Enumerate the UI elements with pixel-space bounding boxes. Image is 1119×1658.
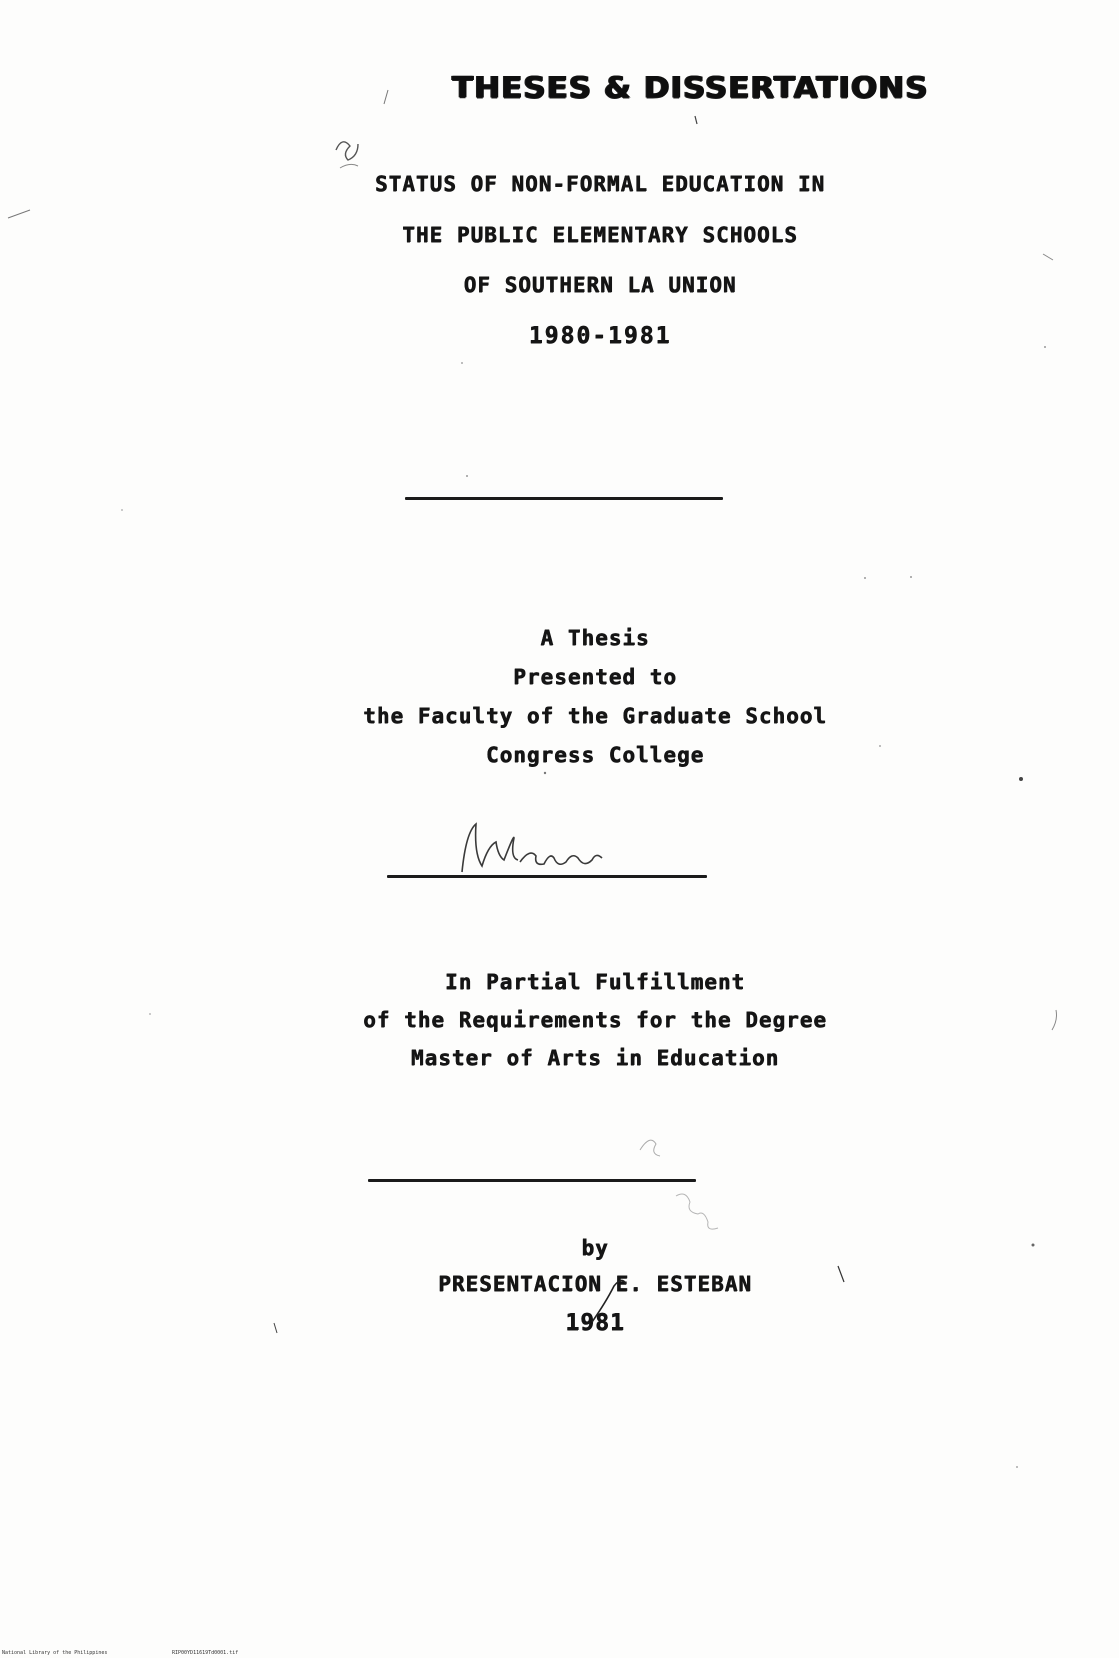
presentation-line-1: A Thesis: [540, 626, 650, 650]
author-year: 1981: [565, 1310, 625, 1336]
scan-credit-left: National Library of the Philippines: [2, 1650, 108, 1656]
thesis-title-line-1: STATUS OF NON-FORMAL EDUCATION IN: [374, 172, 826, 196]
corner-scribble-icon: [336, 142, 358, 160]
presentation-line-4: Congress College: [485, 743, 705, 767]
thesis-years: 1980-1981: [528, 323, 672, 349]
fulfillment-line-3: Master of Arts in Education: [410, 1046, 780, 1070]
author-by: by: [581, 1236, 609, 1260]
fulfillment-line-2: of the Requirements for the Degree: [363, 1008, 827, 1032]
pen-stroke-icon: [592, 1280, 626, 1322]
thesis-title-line-2: THE PUBLIC ELEMENTARY SCHOOLS: [402, 223, 798, 247]
signature-scrawl-icon: [462, 824, 602, 872]
fulfillment-line-1: In Partial Fulfillment: [444, 970, 746, 994]
library-stamp: THESES & DISSERTATIONS: [452, 70, 929, 106]
author-name: PRESENTACION E. ESTEBAN: [438, 1272, 752, 1296]
presentation-line-2: Presented to: [513, 665, 677, 689]
presentation-line-3: the Faculty of the Graduate School: [363, 704, 827, 728]
thesis-title-line-3: OF SOUTHERN LA UNION: [463, 273, 737, 297]
scan-credit-right: RIP00YD11619Td0001.tif: [172, 1650, 239, 1656]
